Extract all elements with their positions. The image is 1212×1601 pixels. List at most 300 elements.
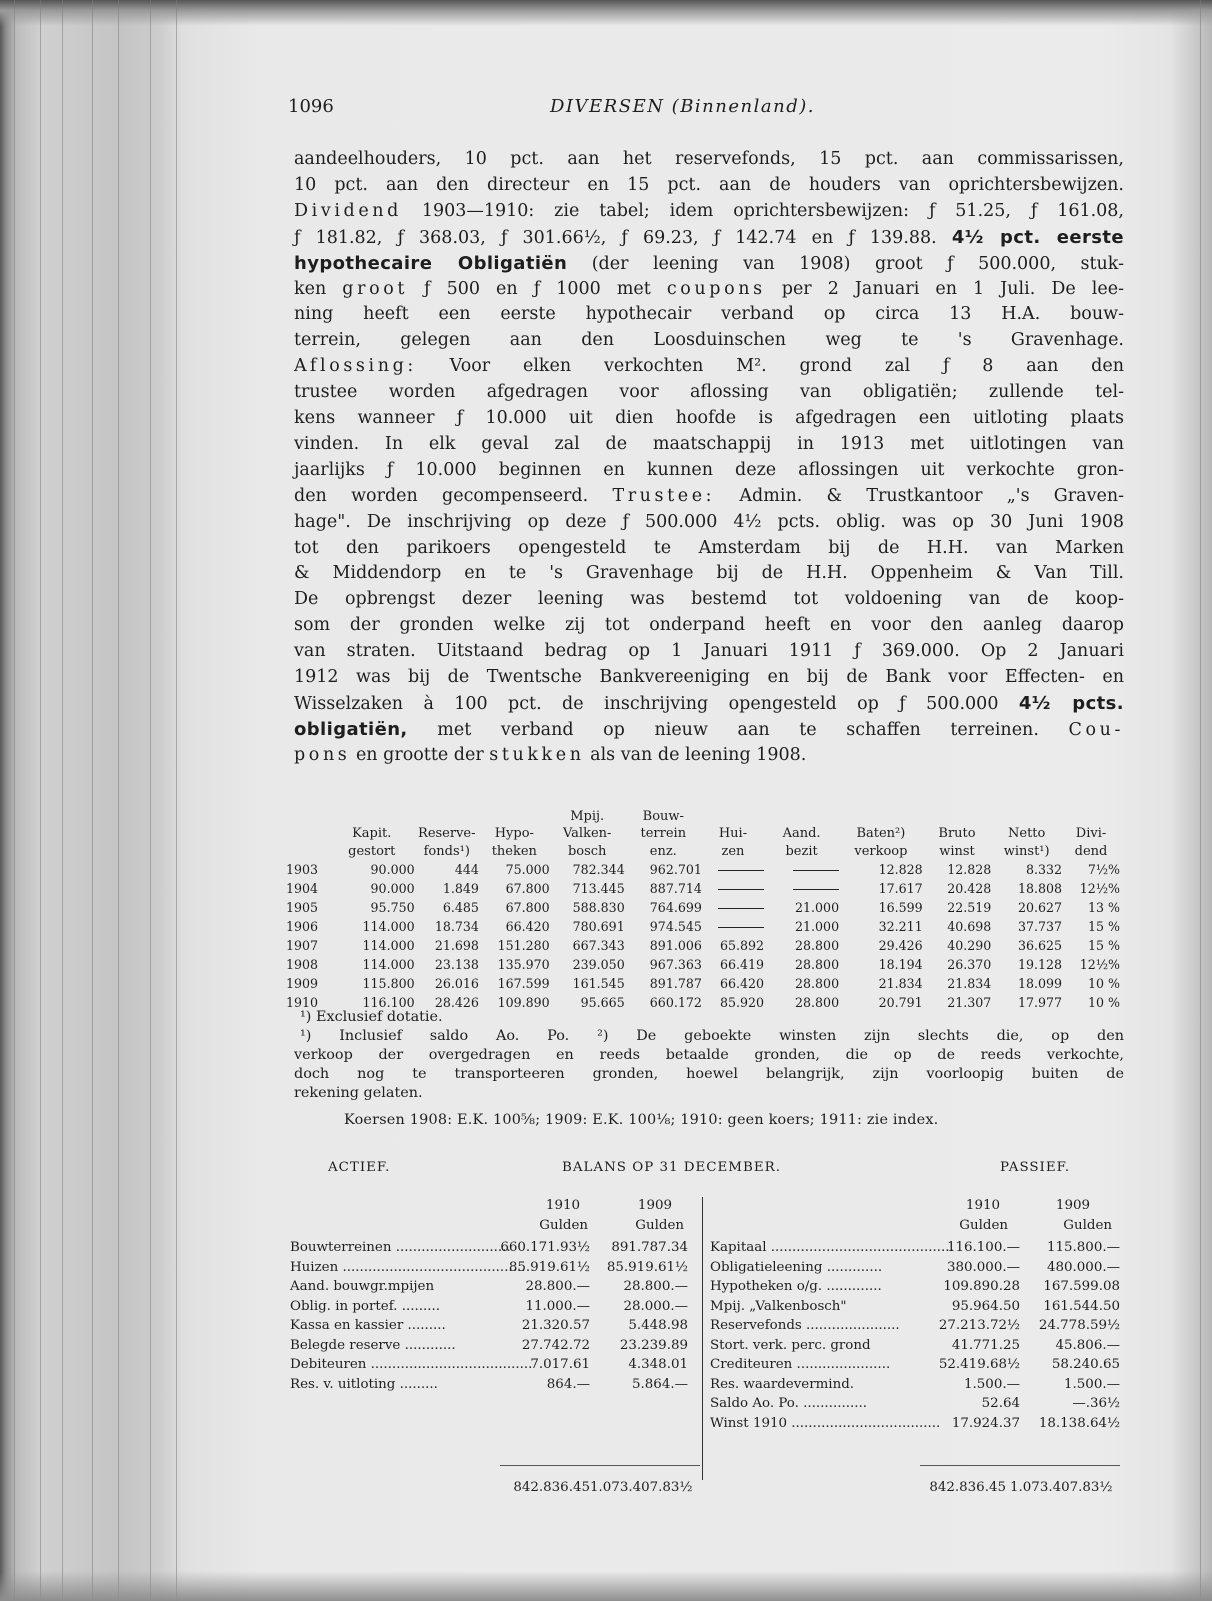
value-cell: 115.800: [362, 975, 415, 991]
value-cell: 75.000: [505, 862, 550, 878]
passief-value-1909: 24.778.59½: [1038, 1318, 1120, 1333]
value-cell: [764, 877, 839, 896]
passief-value-1909: 1.500.—: [1064, 1376, 1120, 1392]
value-cell: 20.627: [1017, 900, 1063, 916]
actief-row: [290, 1297, 688, 1317]
passief-value-1910: 52.419.68½: [938, 1357, 1020, 1372]
body-text: 1903—1910: zie tabel; idem oprichtersbewijzen: ƒ 51.25, ƒ 161.08,: [401, 200, 1124, 221]
actief-row: [290, 1336, 688, 1356]
table-row: [286, 877, 1120, 896]
spaced-emphasis-text: stukken: [489, 744, 585, 765]
year-cell: 1910: [286, 994, 319, 1010]
balance-center-rule: [702, 1197, 703, 1480]
passief-value-1910: 95.964.50: [951, 1298, 1020, 1314]
body-text: trustee worden afgedragen voor aflossing van obligatiën; zullende tel-: [294, 382, 1124, 403]
page-edge-line: [118, 0, 119, 1601]
value-cell: 713.445: [572, 881, 625, 897]
value-cell: 891.787: [649, 975, 702, 991]
actief-value-1909: 4.348.01: [628, 1357, 688, 1372]
passief-row: [710, 1375, 1120, 1395]
value-cell: 17.617: [878, 881, 923, 897]
actief-value-1909: 28.800.—: [623, 1279, 688, 1294]
passief-value-1910: 41.771.25: [951, 1337, 1020, 1353]
value-cell: 962.701: [649, 862, 702, 878]
value-cell: 28.800: [795, 956, 840, 972]
body-line: [294, 561, 1124, 587]
value-cell: 40.290: [947, 937, 992, 953]
passief-label: Stort. verk. perc. grond: [710, 1337, 871, 1353]
body-text: 1912 was bij de Twentsche Bankvereeniging en bij de Bank voor Effecten- en: [294, 667, 1124, 687]
dividend-header-cell: fonds¹): [423, 843, 470, 859]
body-text: 10 pct. aan den directeur en 15 pct. aan de houders van oprichtersbewijzen.: [294, 174, 1124, 195]
body-text: als van de leening 1908.: [584, 744, 807, 765]
body-text: per 2 Januari en 1 Juli. De lee-: [765, 278, 1124, 299]
dividend-header-cell: terrein: [640, 826, 687, 841]
value-cell: 114.000: [362, 956, 415, 972]
passief-row: [710, 1297, 1120, 1317]
value-cell: 967.363: [649, 956, 702, 972]
actief-value-1910: 85.919.61½: [508, 1259, 590, 1275]
value-cell: 12.828: [878, 862, 923, 878]
value-cell: 780.691: [572, 919, 625, 935]
body-line: [294, 173, 1124, 199]
dividend-header-cell: gestort: [348, 843, 396, 859]
value-cell: 12½%: [1079, 881, 1120, 897]
passief-row: [710, 1258, 1120, 1278]
value-cell: 26.016: [434, 975, 479, 991]
passief-value-1910: 27.213.72½: [938, 1318, 1020, 1333]
dividend-header-cell: [479, 806, 550, 824]
actief-row: [290, 1375, 688, 1395]
actief-row: [290, 1238, 688, 1258]
dividend-header-cell: Aand.: [782, 826, 821, 841]
value-cell: 18.194: [878, 956, 923, 972]
passief-label: Reservefonds ......................: [710, 1318, 900, 1333]
empty-value-dash: [793, 870, 839, 871]
passief-value-1909: 167.599.08: [1043, 1279, 1120, 1294]
actief-value-1910: 864.—: [546, 1376, 590, 1392]
dividend-table-header-row: [286, 841, 1120, 859]
dividend-header-cell: [702, 806, 764, 824]
value-cell: 10 %: [1088, 975, 1120, 991]
dividend-header-cell: [923, 806, 992, 824]
year-cell: 1905: [286, 900, 319, 916]
passief-value-1909: 18.138.64½: [1038, 1415, 1120, 1431]
value-cell: 65.892: [719, 937, 765, 953]
passief-value-1909: 58.240.65: [1051, 1357, 1120, 1372]
passief-label: Mpij. „Valkenbosch": [710, 1298, 847, 1314]
value-cell: 135.970: [497, 956, 550, 972]
passief-total-1909: 1.073.407.83½: [1010, 1480, 1113, 1495]
actief-value-1909: 28.000.—: [623, 1298, 688, 1314]
dividend-header-cell: [286, 806, 329, 824]
actief-value-1909: 23.239.89: [619, 1337, 688, 1353]
passief-total-1910: 842.836.45: [929, 1480, 1006, 1495]
dividend-header-cell: zen: [721, 843, 745, 859]
table-row: [286, 859, 1120, 878]
actief-value-1910: 7.017.61: [530, 1357, 590, 1372]
table-row: [286, 934, 1120, 953]
passief-value-1909: 45.806.—: [1055, 1337, 1120, 1353]
passief-value-1910: 1.500.—: [964, 1376, 1020, 1392]
body-text: ning heeft een eerste hypothecair verband op circa 13 H.A. bouw-: [294, 304, 1124, 325]
passief-value-1909: —.36½: [1072, 1396, 1120, 1411]
spaced-emphasis-text: Aflossing:: [294, 356, 417, 377]
actief-value-1910: 11.000.—: [525, 1298, 590, 1314]
table-row: [286, 972, 1120, 991]
body-line: [294, 354, 1124, 380]
passief-value-1910: 52.64: [981, 1396, 1020, 1411]
body-text: Wisselzaken à 100 pct. de inschrijving opengesteld op ƒ 500.000: [294, 693, 1019, 714]
actief-value-1910: 660.171.93½: [500, 1240, 590, 1255]
value-cell: 21.834: [878, 975, 923, 991]
dividend-header-cell: Valken-: [562, 826, 612, 841]
page-edge-line: [92, 0, 93, 1601]
value-cell: 67.800: [505, 900, 550, 916]
value-cell: 6.485: [442, 900, 479, 916]
body-text: De opbrengst dezer leening was bestemd tot voldoening van de koop-: [294, 589, 1124, 610]
page-edge-line: [14, 0, 15, 1601]
value-cell: 13 %: [1088, 900, 1120, 916]
passief-unit-1909: Gulden: [1063, 1218, 1112, 1233]
body-line: [294, 302, 1124, 328]
value-cell: 90.000: [370, 862, 415, 878]
dividend-header-cell: dend: [1074, 843, 1108, 859]
value-cell: 32.211: [878, 919, 923, 935]
body-line: [294, 328, 1124, 354]
footnote-line: doch nog te transporteeren gronden, hoewel belangrijk, zijn voorloopig buiten de: [294, 1066, 1124, 1082]
body-text: vinden. In elk geval zal de maatschappij in 1913 met uitlotingen van: [294, 433, 1124, 454]
value-cell: [702, 877, 764, 896]
spaced-emphasis-text: pons: [294, 744, 351, 765]
body-text: (der leening van 1908) groot ƒ 500.000, stuk-: [567, 253, 1124, 274]
passief-label: Kapitaal ...........................................: [710, 1240, 954, 1255]
value-cell: 29.426: [878, 937, 923, 953]
actief-label: Oblig. in portef. .........: [290, 1298, 441, 1314]
actief-row: [290, 1258, 688, 1278]
body-text: met verband op nieuw aan te schaffen terreinen.: [407, 719, 1069, 740]
body-text: Admin. & Trustkantoor „'s Graven-: [715, 485, 1125, 506]
value-cell: 85.920: [719, 994, 765, 1010]
body-text: Voor elken verkochten M². grond zal ƒ 8 aan den: [416, 356, 1124, 377]
value-cell: 28.800: [795, 937, 840, 953]
value-cell: 588.830: [572, 900, 625, 916]
body-text: aandeelhouders, 10 pct. aan het reservefonds, 15 pct. aan commissarissen,: [294, 149, 1124, 169]
value-cell: 21.834: [947, 975, 992, 991]
dividend-header-cell: [415, 806, 479, 824]
value-cell: 20.791: [878, 994, 923, 1010]
body-line: [294, 691, 1124, 718]
actief-value-1909: 891.787.34: [611, 1240, 688, 1255]
value-cell: 12½%: [1079, 956, 1120, 972]
dividend-header-cell: [286, 824, 329, 842]
table-row: [286, 896, 1120, 915]
body-text: ken: [294, 278, 343, 299]
table-row: [286, 915, 1120, 934]
passief-row: [710, 1277, 1120, 1297]
dividend-header-cell: [286, 841, 329, 859]
year-cell: 1909: [286, 975, 319, 991]
dividend-header-cell: verkoop: [854, 843, 908, 859]
value-cell: 10 %: [1088, 994, 1120, 1010]
body-text: hage". De inschrijving op deze ƒ 500.000 4½ pcts. oblig. was op 30 Juni 1908: [294, 511, 1124, 532]
dividend-header-cell: winst: [939, 843, 975, 859]
empty-value-dash: [718, 908, 764, 909]
passief-label: Res. waardevermind.: [710, 1376, 855, 1392]
table-row: [286, 991, 1120, 1010]
spaced-emphasis-text: Cou-: [1068, 719, 1124, 740]
value-cell: [702, 859, 764, 878]
balance-title: BALANS OP 31 DECEMBER.: [562, 1160, 781, 1175]
dividend-header-cell: [329, 806, 415, 824]
value-cell: 20.428: [947, 881, 992, 897]
value-cell: 974.545: [649, 919, 702, 935]
value-cell: 764.699: [649, 900, 702, 916]
year-cell: 1904: [286, 881, 319, 897]
passief-row: [710, 1414, 1120, 1434]
year-cell: 1906: [286, 919, 319, 935]
body-text: en grootte der: [350, 744, 490, 765]
body-text: tot den parikoers opengesteld te Amsterdam bij de H.H. van Marken: [294, 537, 1124, 558]
value-cell: 667.343: [572, 937, 625, 953]
body-text: ƒ 181.82, ƒ 368.03, ƒ 301.66½, ƒ 69.23, ƒ 142.74 en ƒ 139.88.: [294, 227, 952, 248]
value-cell: 21.000: [795, 900, 840, 916]
passief-label: Winst 1910 ...................................: [710, 1415, 941, 1431]
spaced-emphasis-text: Dividend: [294, 200, 402, 221]
passief-year-1909: 1909: [1055, 1198, 1090, 1213]
value-cell: 12.828: [947, 862, 992, 878]
value-cell: 161.545: [572, 975, 625, 991]
empty-value-dash: [718, 870, 764, 871]
body-line: [294, 743, 1124, 769]
value-cell: 1.849: [442, 881, 479, 897]
body-line: [294, 510, 1124, 536]
footnote-line: ¹) Exclusief dotatie.: [300, 1009, 443, 1025]
year-cell: 1903: [286, 862, 319, 878]
passief-value-1910: 380.000.—: [946, 1259, 1020, 1275]
dividend-header-cell: Bruto: [938, 826, 976, 841]
value-cell: 66.420: [719, 975, 765, 991]
actief-year-1910: 1910: [545, 1198, 580, 1213]
value-cell: 36.625: [1017, 937, 1063, 953]
passief-year-1910: 1910: [965, 1198, 1000, 1213]
dividend-header-cell: winst¹): [1003, 843, 1050, 859]
value-cell: 16.599: [878, 900, 923, 916]
actief-value-1910: 27.742.72: [521, 1337, 590, 1353]
actief-row: [290, 1316, 688, 1336]
body-line: [294, 147, 1124, 173]
actief-label: Debiteuren ......................................: [290, 1357, 533, 1372]
running-title: DIVERSEN (Binnenland).: [550, 96, 815, 117]
body-line: [294, 717, 1124, 744]
passief-value-1909: 161.544.50: [1043, 1298, 1120, 1314]
value-cell: 21.307: [947, 994, 992, 1010]
value-cell: 444: [454, 862, 479, 878]
dividend-header-cell: Netto: [1008, 826, 1046, 841]
value-cell: 15 %: [1088, 937, 1120, 953]
value-cell: 782.344: [572, 862, 625, 878]
value-cell: 66.420: [505, 919, 550, 935]
body-text: terrein, gelegen aan den Loosduinschen weg te 's Gravenhage.: [294, 330, 1124, 351]
body-line: [294, 251, 1124, 278]
passief-label: Saldo Ao. Po. ...............: [710, 1396, 867, 1411]
passief-value-1910: 116.100.—: [946, 1240, 1020, 1255]
value-cell: 114.000: [362, 937, 415, 953]
body-line: [294, 432, 1124, 458]
value-cell: 28.800: [795, 994, 840, 1010]
value-cell: 22.519: [947, 900, 992, 916]
value-cell: 116.100: [362, 994, 415, 1010]
value-cell: 67.800: [505, 881, 550, 897]
spaced-emphasis-text: coupons: [666, 278, 766, 299]
actief-unit-1910: Gulden: [539, 1218, 588, 1233]
dividend-header-cell: Reserve-: [418, 826, 476, 841]
value-cell: 151.280: [497, 937, 550, 953]
page-number: 1096: [288, 96, 334, 117]
actief-total-rule: [500, 1465, 700, 1466]
value-cell: 109.890: [497, 994, 550, 1010]
actief-label: ACTIEF.: [328, 1160, 391, 1175]
value-cell: [702, 915, 764, 934]
passief-row: [710, 1336, 1120, 1356]
actief-value-1909: 85.919.61½: [606, 1259, 688, 1275]
body-line: [294, 458, 1124, 484]
year-cell: 1907: [286, 937, 319, 953]
bold-heading-text: obligatiën,: [294, 718, 408, 740]
body-line: [294, 484, 1124, 510]
passief-row: [710, 1394, 1120, 1414]
passief-total-rule: [920, 1465, 1120, 1466]
dividend-header-cell: [991, 806, 1062, 824]
value-cell: 21.000: [795, 919, 840, 935]
page-edge-line: [40, 0, 41, 1601]
value-cell: 66.419: [719, 956, 765, 972]
actief-label: Belegde reserve ............: [290, 1337, 456, 1353]
actief-label: Bouwterreinen ...........................: [290, 1240, 511, 1255]
body-text: jaarlijks ƒ 10.000 beginnen en kunnen deze aflossingen uit verkochte gron-: [294, 459, 1124, 480]
passief-value-1910: 109.890.28: [943, 1279, 1020, 1294]
value-cell: 887.714: [649, 881, 702, 897]
body-text: ƒ 500 en ƒ 1000 met: [407, 278, 667, 299]
body-text: kens wanneer ƒ 10.000 uit dien hoofde is afgedragen een uitloting plaats: [294, 408, 1124, 428]
passief-row: [710, 1238, 1120, 1258]
dividend-header-cell: bosch: [567, 843, 607, 859]
value-cell: 21.698: [434, 937, 479, 953]
body-text: som der gronden welke zij tot onderpand heeft en voor den aanleg daarop: [294, 615, 1124, 636]
dividend-header-cell: [764, 806, 839, 824]
passief-unit-1910: Gulden: [959, 1218, 1008, 1233]
value-cell: 7½%: [1087, 862, 1120, 878]
value-cell: [764, 859, 839, 878]
bold-heading-text: 4½ pct. eerste: [951, 226, 1124, 248]
body-text: den worden gecompenseerd.: [294, 485, 613, 506]
passief-row: [710, 1316, 1120, 1336]
actief-label: Huizen ...........................................: [290, 1259, 526, 1275]
page-edge-line: [62, 0, 63, 1601]
dividend-table-body: [286, 806, 1120, 1010]
value-cell: 95.750: [370, 900, 415, 916]
spaced-emphasis-text: Trustee:: [612, 485, 716, 506]
actief-unit-1909: Gulden: [635, 1218, 684, 1233]
value-cell: 26.370: [947, 956, 992, 972]
body-line: [294, 536, 1124, 562]
dividend-header-cell: [839, 806, 923, 824]
actief-year-1909: 1909: [637, 1198, 672, 1213]
dividend-header-cell: [1062, 806, 1120, 824]
body-line: [294, 380, 1124, 406]
actief-total-1909: 1.073.407.83½: [590, 1480, 693, 1495]
actief-label: Aand. bouwgr.mpijen: [290, 1279, 435, 1294]
actief-value-1910: 28.800.—: [525, 1279, 590, 1294]
dividend-header-cell: Hui-: [718, 826, 748, 841]
value-cell: 891.006: [649, 937, 702, 953]
bold-heading-text: 4½ pcts.: [1018, 692, 1124, 714]
body-line: [294, 639, 1124, 665]
empty-value-dash: [793, 889, 839, 890]
actief-value-1909: 5.448.98: [628, 1318, 688, 1333]
value-cell: 19.128: [1017, 956, 1063, 972]
dividend-header-cell: Bouw-: [642, 808, 684, 824]
bold-heading-text: hypothecaire Obligatiën: [294, 252, 568, 274]
page-edge-line: [150, 0, 151, 1601]
dividend-table: [286, 806, 1120, 1010]
dividend-table-header-row: [286, 806, 1120, 824]
value-cell: 18.808: [1017, 881, 1063, 897]
dividend-table-header-row: [286, 824, 1120, 842]
value-cell: 18.734: [434, 919, 479, 935]
value-cell: 23.138: [434, 956, 479, 972]
passief-value-1910: 17.924.37: [951, 1415, 1020, 1431]
value-cell: 167.599: [497, 975, 550, 991]
body-line: [294, 665, 1124, 691]
value-cell: 8.332: [1025, 862, 1063, 878]
value-cell: 114.000: [362, 919, 415, 935]
body-line: [294, 613, 1124, 639]
empty-value-dash: [718, 889, 764, 890]
value-cell: [702, 896, 764, 915]
passief-row: [710, 1355, 1120, 1375]
dividend-header-cell: enz.: [649, 843, 677, 859]
value-cell: 15 %: [1088, 919, 1120, 935]
body-line: [294, 225, 1124, 252]
value-cell: 90.000: [370, 881, 415, 897]
page-edge-line: [176, 0, 177, 1601]
dividend-header-cell: Hypo-: [494, 826, 534, 841]
page-top-shadow: [0, 0, 1212, 26]
footnote-line: ¹) Inclusief saldo Ao. Po. ²) De geboekte winsten zijn slechts die, op den: [300, 1028, 1124, 1044]
actief-row: [290, 1277, 688, 1297]
passief-value-1909: 480.000.—: [1046, 1259, 1120, 1275]
dividend-header-cell: Kapit.: [352, 826, 392, 841]
dividend-header-cell: Baten²): [856, 826, 906, 841]
value-cell: 95.665: [580, 994, 625, 1010]
year-cell: 1908: [286, 956, 319, 972]
value-cell: 37.737: [1017, 919, 1063, 935]
empty-value-dash: [718, 927, 764, 928]
body-line: [294, 406, 1124, 432]
actief-value-1909: 5.864.—: [632, 1376, 688, 1392]
passief-label: PASSIEF.: [1000, 1160, 1071, 1175]
body-line: [294, 199, 1124, 225]
value-cell: 660.172: [649, 994, 702, 1010]
page-edge-line: [1200, 0, 1201, 1601]
passief-label: Hypotheken o/g. .............: [710, 1279, 882, 1294]
actief-label: Kassa en kassier .........: [290, 1318, 446, 1333]
dividend-header-cell: Divi-: [1075, 826, 1107, 841]
body-line: [294, 587, 1124, 613]
footnote-line: verkoop der overgedragen en reeds betaalde gronden, die op de reeds verkochte,: [294, 1047, 1124, 1063]
spaced-emphasis-text: groot: [342, 278, 408, 299]
